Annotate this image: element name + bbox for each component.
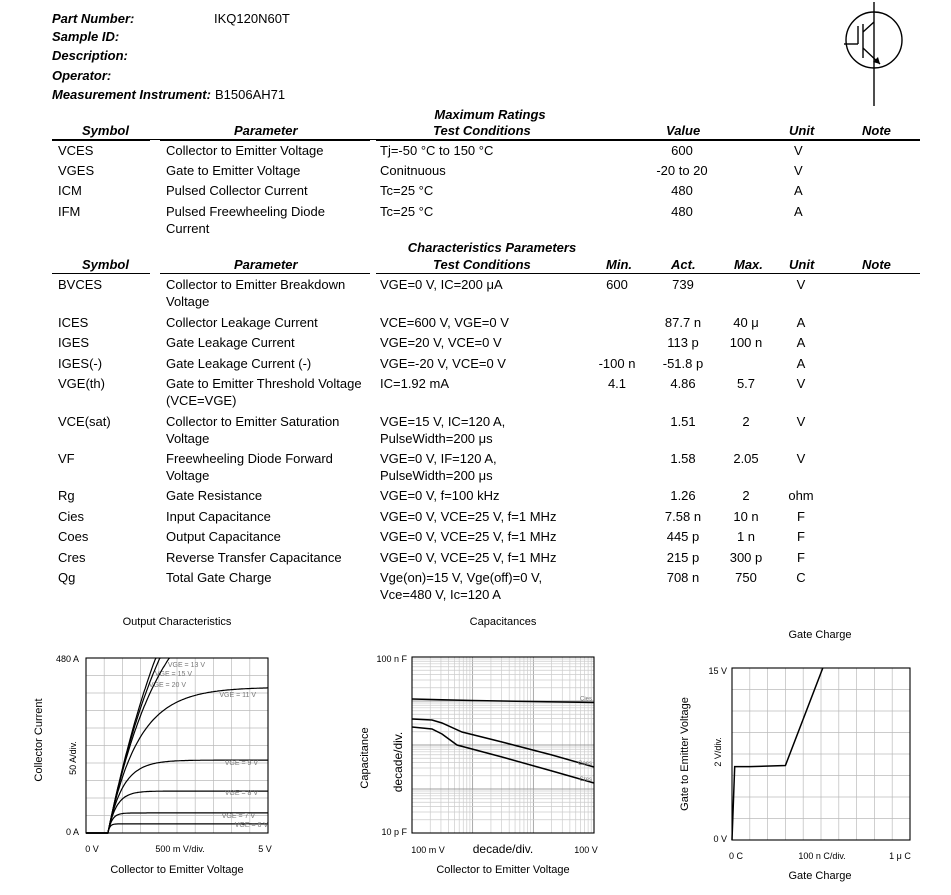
instrument-value: B1506AH71 — [215, 87, 286, 102]
table-row-cell: Qg — [58, 570, 76, 585]
table-row-cell: -100 n — [598, 356, 636, 371]
table-row-cell: 4.86 — [670, 376, 696, 391]
table-row-cell: VGE=0 V, IC=200 μA — [380, 277, 503, 292]
table-row-cell: ICM — [58, 183, 82, 198]
mr-col-parameter: Parameter — [234, 123, 298, 138]
table-row-cell: A — [796, 356, 806, 371]
table-row-cell: Pulsed Freewheeling Diode Current — [166, 204, 325, 236]
series-label: Cies — [579, 696, 592, 703]
ch-col-max: Max. — [734, 257, 763, 272]
chart-title: Output Characteristics — [122, 616, 232, 628]
table-row-cell: Cies — [58, 509, 85, 524]
table-row-cell: Rg — [58, 488, 75, 503]
table-row-cell: 4.1 — [607, 376, 627, 391]
table-row-cell: VGE=0 V, f=100 kHz — [380, 488, 500, 503]
y-div-label: decade/div. — [391, 731, 405, 793]
sample-id-label: Sample ID: — [52, 29, 120, 44]
series-label: VGE = 8 V — [224, 790, 258, 797]
table-row-cell: VGES — [58, 163, 95, 178]
table-row-cell: VGE(th) — [58, 376, 105, 391]
table-row-cell: Tc=25 °C — [380, 183, 434, 198]
table-row-cell: V — [796, 451, 806, 466]
table-row-cell: VGE=15 V, IC=120 A, PulseWidth=200 μs — [380, 414, 506, 446]
characteristics-title: Characteristics Parameters — [407, 240, 577, 255]
table-row-cell: ohm — [788, 488, 814, 503]
table-row-cell: 480 — [671, 204, 693, 219]
series-label: VGE = 6 V — [234, 822, 268, 829]
table-row-cell: 739 — [672, 277, 694, 292]
table-row-cell: V — [794, 163, 803, 178]
x-min-label: 0 C — [728, 851, 744, 861]
table-row-cell: 1 n — [736, 529, 756, 544]
gate-charge-chart — [660, 620, 951, 890]
table-row-cell: 215 p — [666, 550, 700, 565]
table-row-cell: 2.05 — [733, 451, 759, 466]
table-row-cell: -20 to 20 — [656, 163, 708, 178]
ch-col-parameter: Parameter — [234, 257, 298, 272]
table-row-cell: Collector to Emitter Voltage — [166, 143, 324, 158]
table-row-cell: 445 p — [666, 529, 700, 544]
table-row-cell: 708 n — [666, 570, 700, 585]
y-div-label: 50 A/div. — [68, 741, 78, 775]
chart-grid — [412, 657, 594, 833]
y-div-label: 2 V/div. — [713, 737, 723, 767]
table-row-cell: Pulsed Collector Current — [166, 183, 308, 198]
table-row-cell: VGE=0 V, VCE=25 V, f=1 MHz — [380, 509, 557, 524]
table-row-cell: Collector to Emitter Breakdown Voltage — [166, 277, 346, 309]
table-row-cell: VGE=0 V, VCE=25 V, f=1 MHz — [380, 550, 557, 565]
table-row-cell: VGE=20 V, VCE=0 V — [380, 335, 502, 350]
table-row-cell: Conitnuous — [380, 163, 446, 178]
table-row-cell: BVCES — [58, 277, 103, 292]
x-axis-label: Collector to Emitter Voltage — [436, 864, 570, 876]
table-row-cell: 480 — [671, 183, 693, 198]
y-axis-label: Gate to Emitter Voltage — [679, 697, 691, 811]
chart-title: Capacitances — [469, 616, 537, 628]
part-number-value: IKQ120N60T — [214, 11, 290, 26]
y-min-label: 0 V — [713, 834, 727, 844]
table-row-cell: 1.26 — [670, 488, 696, 503]
table-row-cell: F — [797, 529, 805, 544]
table-row-cell: V — [796, 414, 806, 429]
operator-label: Operator: — [52, 68, 112, 83]
table-row-cell: VF — [58, 451, 75, 466]
mr-col-conditions: Test Conditions — [433, 123, 531, 138]
y-axis-label: Collector Current — [33, 698, 45, 782]
table-row-cell: VGE=-20 V, VCE=0 V — [380, 356, 506, 371]
table-row-cell: F — [797, 550, 805, 565]
series-label: VGE = 11 V — [219, 692, 256, 699]
table-row-cell: 1.51 — [670, 414, 696, 429]
ch-col-note: Note — [862, 257, 891, 272]
table-row-cell: VGE=0 V, VCE=25 V, f=1 MHz — [380, 529, 557, 544]
table-row-cell: Gate Resistance — [166, 488, 263, 503]
series-line — [412, 719, 594, 767]
table-row-cell: Vge(on)=15 V, Vge(off)=0 V, Vce=480 V, Ic=120 A — [380, 570, 543, 602]
table-row-cell: A — [794, 204, 803, 219]
table-row-cell: IGES — [58, 335, 90, 350]
chart-title: Gate Charge — [788, 629, 852, 641]
table-row-cell: A — [794, 183, 803, 198]
table-row-cell: 300 p — [729, 550, 763, 565]
table-row-cell: IFM — [58, 204, 81, 219]
table-row-cell: 2 — [742, 488, 750, 503]
table-row-cell: 1.58 — [670, 451, 696, 466]
series-label: Coes — [577, 761, 592, 767]
table-row-cell: A — [796, 335, 806, 350]
y-max-label: 480 A — [55, 654, 79, 664]
x-axis-label: Gate Charge — [788, 870, 852, 882]
table-row-cell: VCES — [58, 143, 94, 158]
table-row-cell: VGE=0 V, IF=120 A, PulseWidth=200 μs — [380, 451, 497, 483]
table-row-cell: 600 — [671, 143, 693, 158]
ch-header-rule — [52, 273, 150, 274]
table-row-cell: 10 n — [733, 509, 759, 524]
x-min-label: 100 m V — [411, 845, 445, 855]
y-max-label: 15 V — [708, 666, 727, 676]
y-max-label: 100 n F — [376, 654, 407, 664]
table-row-cell: 750 — [735, 570, 757, 585]
table-row-cell: Coes — [58, 529, 89, 544]
mr-col-symbol: Symbol — [82, 123, 129, 138]
capacitances-chart — [340, 610, 640, 885]
table-row-cell: Tj=-50 °C to 150 °C — [380, 143, 494, 158]
table-row-cell: Gate to Emitter Threshold Voltage (VCE=VGE) — [166, 376, 362, 408]
table-row-cell: 40 μ — [733, 315, 759, 330]
table-row-cell: 100 n — [729, 335, 763, 350]
table-row-cell: Cres — [58, 550, 86, 565]
table-row-cell: Input Capacitance — [166, 509, 271, 524]
ch-col-conditions: Test Conditions — [433, 257, 531, 272]
ch-col-act: Act. — [671, 257, 696, 272]
table-row-cell: Gate to Emitter Voltage — [166, 163, 301, 178]
max-ratings-title: Maximum Ratings — [434, 107, 546, 122]
table-row-cell: Total Gate Charge — [166, 570, 272, 585]
table-row-cell: V — [796, 277, 806, 292]
series-label: VGE = 15 V — [154, 671, 192, 678]
table-row-cell: 5.7 — [736, 376, 756, 391]
table-row-cell: VCE=600 V, VGE=0 V — [380, 315, 509, 330]
table-row-cell: 600 — [606, 277, 628, 292]
table-row-cell: -51.8 p — [662, 356, 704, 371]
table-row-cell: A — [796, 315, 806, 330]
table-row-cell: 2 — [742, 414, 750, 429]
series-label: VGE = 13 V — [167, 662, 205, 669]
series-label: VGE = 9 V — [224, 760, 258, 767]
table-row-cell: Reverse Transfer Capacitance — [166, 550, 342, 565]
mr-col-unit: Unit — [789, 123, 815, 138]
part-number-label: Part Number: — [52, 11, 135, 26]
x-max-label: 5 V — [258, 844, 272, 854]
series-label: VGE = 20 V — [148, 682, 186, 689]
table-row-cell: V — [796, 376, 806, 391]
table-row-cell: Freewheeling Diode Forward Voltage — [166, 451, 333, 483]
table-row-cell: Tc=25 °C — [380, 204, 434, 219]
table-row-cell: Collector to Emitter Saturation Voltage — [166, 414, 340, 446]
instrument-label: Measurement Instrument: — [52, 87, 211, 102]
table-row-cell: V — [794, 143, 803, 158]
table-row-cell: IC=1.92 mA — [380, 376, 450, 391]
description-label: Description: — [52, 48, 128, 63]
y-min-label: 0 A — [65, 827, 79, 837]
table-row-cell: Collector Leakage Current — [166, 315, 318, 330]
ch-col-min: Min. — [606, 257, 632, 272]
igbt-symbol-icon — [836, 2, 914, 106]
table-row-cell: F — [797, 509, 805, 524]
table-row-cell: IGES(-) — [58, 356, 103, 371]
x-div-label: 500 m V/div. — [155, 844, 205, 854]
series-label: Cres — [579, 777, 592, 783]
chart-series-group — [412, 697, 594, 784]
table-row-cell: 87.7 n — [664, 315, 702, 330]
output-characteristics-chart — [0, 610, 300, 885]
table-row-cell: 113 p — [667, 335, 699, 350]
x-max-label: 1 μ C — [889, 851, 911, 861]
table-row-cell: 7.58 n — [664, 509, 702, 524]
table-row-cell: C — [796, 570, 806, 585]
table-row-cell: Gate Leakage Current — [166, 335, 295, 350]
table-row-cell: ICES — [58, 315, 89, 330]
ch-col-unit: Unit — [789, 257, 815, 272]
x-min-label: 0 V — [85, 844, 99, 854]
x-div-label: 100 n C/div. — [798, 851, 846, 861]
x-max-label: 100 V — [574, 845, 598, 855]
chart-grid — [732, 668, 910, 840]
mr-col-value: Value — [666, 123, 701, 138]
mr-col-note: Note — [862, 123, 891, 138]
y-axis-label: Capacitance — [359, 727, 371, 789]
series-label: VGE = 7 V — [221, 813, 255, 820]
table-row-cell: VCE(sat) — [58, 414, 111, 429]
y-min-label: 10 p F — [381, 827, 407, 837]
ch-col-symbol: Symbol — [82, 257, 129, 272]
x-div-label: decade/div. — [472, 842, 534, 856]
table-row-cell: Gate Leakage Current (-) — [166, 356, 312, 371]
x-axis-label: Collector to Emitter Voltage — [110, 864, 244, 876]
table-row-cell: Output Capacitance — [166, 529, 281, 544]
